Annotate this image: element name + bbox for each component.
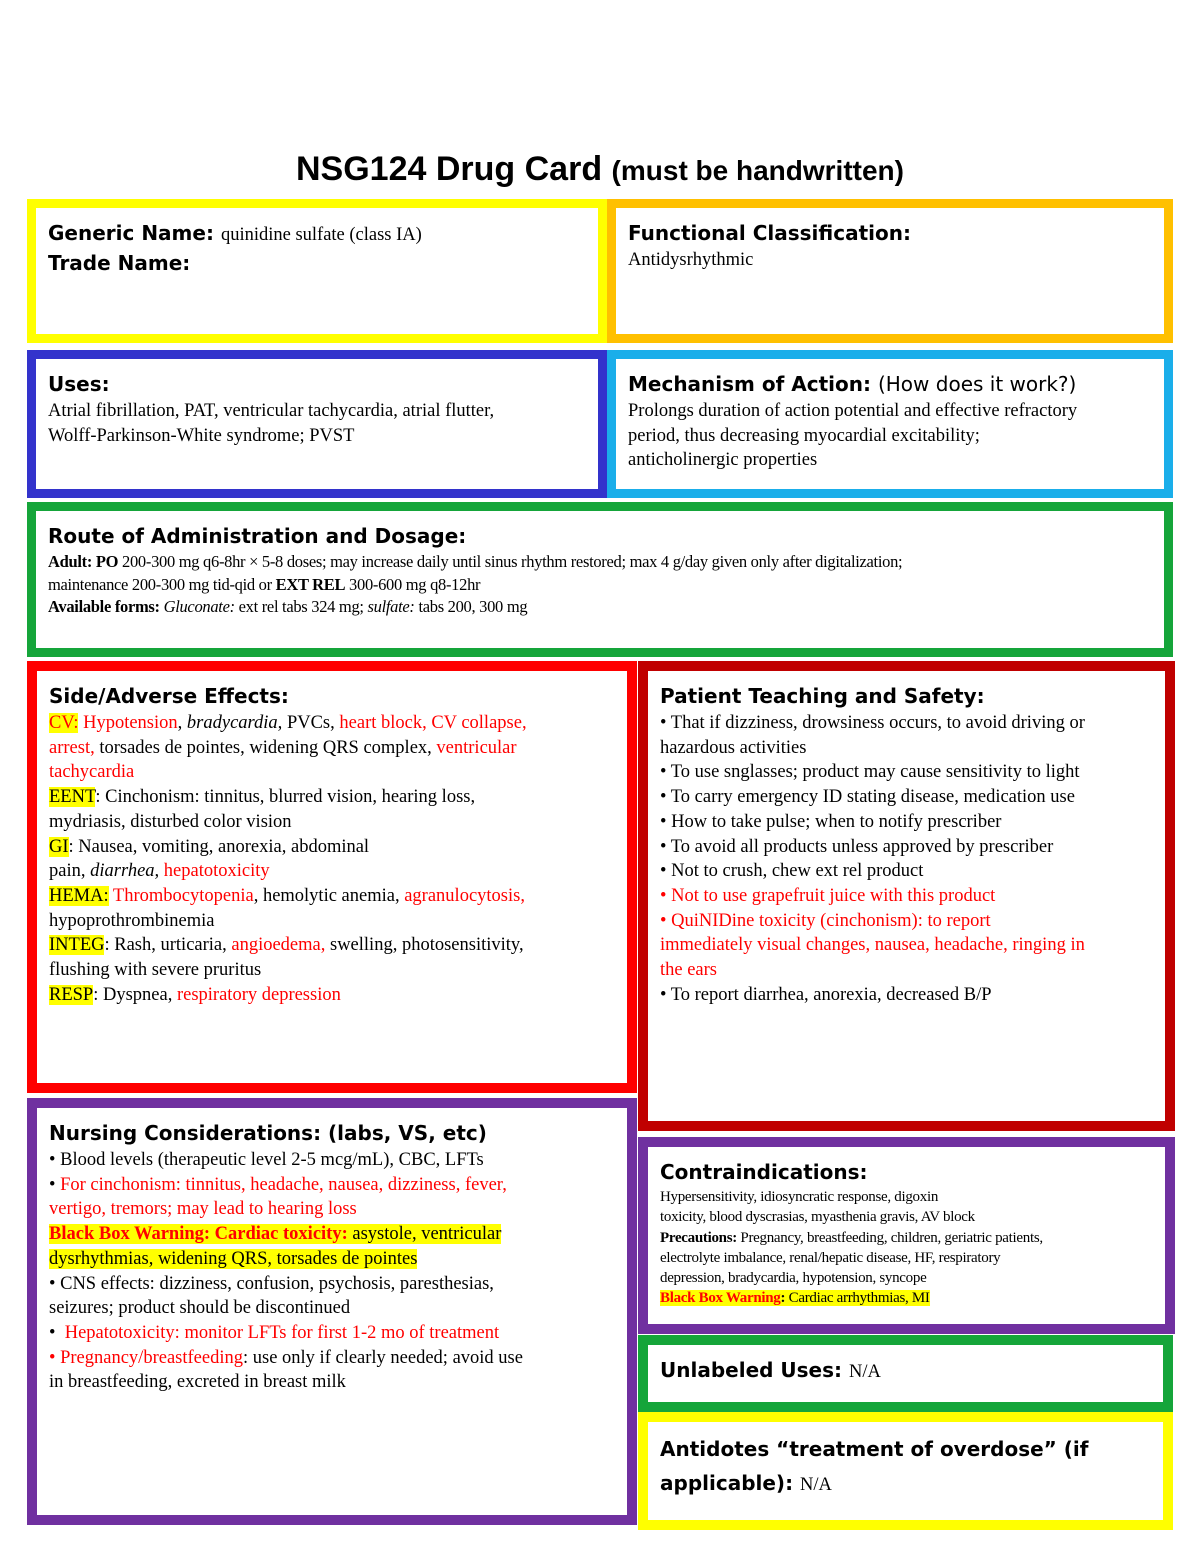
route-line-2 [48,574,1152,597]
antidotes-text [660,1432,1151,1500]
nursing-n2-line-1 [49,1173,615,1198]
teaching-b6: • Not to crush, chew ext rel product [660,861,924,882]
gi-line-1 [49,835,615,860]
hema-line-1 [49,884,615,909]
nursing-n4-line [49,1321,615,1346]
contraindications-label: Contraindications: [660,1160,868,1184]
teaching-b8c: the ears [660,960,718,981]
antidotes-line-2 [660,1466,1151,1500]
teaching-b9: • To report diarrhea, anorexia, decreased B/P [660,984,992,1005]
route-dosage-box [27,502,1173,657]
unlabeled-uses-row [660,1355,1151,1385]
mechanism-box [607,350,1173,498]
teaching-b7: • Not to use grapefruit juice with this product [660,885,996,906]
nursing-n5a: : use only if clearly needed; avoid use [242,1347,523,1368]
teaching-b2: • To use snglasses; product may cause sensitivity to light [660,762,1080,783]
gluconate-value: ext rel tabs 324 mg; [238,597,364,616]
patient-teaching-text [660,711,1153,1007]
mechanism-label-note: (How does it work?) [877,372,1077,396]
unlabeled-uses-value: N/A [849,1362,881,1382]
contra-c5: depression, bradycardia, hypotension, syncope [660,1270,927,1287]
route-line-3 [48,596,1152,619]
page-title [0,150,1200,189]
cv-heart-block: heart block, CV collapse, [339,713,527,733]
antidotes-label-2: applicable): [660,1471,794,1495]
contra-bbw-label: Black Box Warning [660,1290,781,1307]
antidotes-label-1: Antidotes “treatment of overdose” (if [660,1437,1089,1461]
patient-teaching-label: Patient Teaching and Safety: [660,684,985,708]
integ-text-1b: swelling, photosensitivity, [330,935,524,956]
uses-box [27,350,607,498]
gi-tag: GI [49,836,69,857]
contra-c3: Pregnancy, breastfeeding, children, geriatric patients, [740,1229,1043,1246]
cv-bradycardia: bradycardia, [186,713,283,733]
integ-line-2: flushing with severe pruritus [49,960,262,981]
title-sub: (must be handwritten) [611,155,904,186]
title-main: NSG124 Drug Card [296,150,603,188]
generic-name-box [27,199,607,343]
hema-tag: HEMA: [49,885,109,906]
antidotes-value: N/A [800,1475,832,1495]
unlabeled-uses-box [638,1335,1173,1412]
available-forms-label: Available forms: [48,597,160,616]
nursing-considerations-box [27,1098,637,1525]
teaching-b8a: • QuiNIDine toxicity (cinchonism): to report [660,910,991,931]
dose-ext-rel: 300-600 mg q8-12hr [349,574,481,594]
eent-tag: EENT [49,787,96,808]
side-effects-text [49,711,615,1007]
nursing-n3a: • CNS effects: dizziness, confusion, psychosis, paresthesias, [49,1273,494,1294]
dose-line-1: 200-300 mg q6-8hr × 5-8 doses; may increase daily until sinus rhythm restored; max 4 g/day given only after digitalization; [122,552,903,571]
unlabeled-uses-label: Unlabeled Uses: [660,1358,843,1382]
patient-teaching-box [638,661,1175,1131]
teaching-b4: • How to take pulse; when to notify prescriber [660,811,1002,832]
adult-label: Adult: [48,552,93,571]
nursing-n4-bullet: • [49,1322,56,1343]
cv-ventricular: ventricular [436,737,517,758]
uses-line-2: Wolff-Parkinson-White syndrome; PVST [48,425,355,446]
hema-line-2: hypoprothrombinemia [49,910,215,931]
teaching-b5: • To avoid all products unless approved by prescriber [660,836,1054,857]
generic-name-row [48,218,586,248]
nursing-bbw-label: Black Box Warning: Cardiac toxicity: [49,1224,348,1245]
resp-depression: respiratory depression [176,984,341,1005]
mechanism-line-1: Prolongs duration of action potential and effective refractory [628,401,1078,421]
cv-pvcs: PVCs, [286,713,335,733]
nursing-n4: Hepatotoxicity: monitor LFTs for first 1-2 mo of treatment [64,1322,500,1343]
teaching-b3: • To carry emergency ID stating disease, medication use [660,787,1075,808]
cv-line-1 [49,711,615,736]
functional-classification-label: Functional Classification: [628,221,911,245]
integ-tag: INTEG [49,935,105,956]
gi-text-1: : Nausea, vomiting, anorexia, abdominal [68,836,370,857]
contra-bbw-value: Cardiac arrhythmias, MI [788,1290,930,1307]
cv-line-3: tachycardia [49,762,135,783]
cv-comma: , [177,713,183,733]
contra-bbw-line [660,1288,1153,1308]
nursing-bbw-text-2: dysrhythmias, widening QRS, torsades de pointes [49,1248,418,1269]
contra-bbw-colon: : [780,1290,786,1307]
teaching-b8b: immediately visual changes, nausea, headache, ringing in [660,935,1085,956]
route-dosage-label: Route of Administration and Dosage: [48,524,467,548]
po-label: PO [95,552,119,571]
generic-name-label: Generic Name: [48,221,214,245]
contra-c1: Hypersensitivity, idiosyncratic response, digoxin [660,1189,939,1205]
side-effects-box [27,661,637,1093]
generic-name-value: quinidine sulfate (class IA) [220,225,422,245]
functional-classification-box [607,199,1173,343]
uses-text [48,399,586,448]
sulfate-label: sulfate: [367,597,415,616]
nursing-n2a: For cinchonism: tinnitus, headache, nausea, dizziness, fever, [60,1174,507,1195]
gi-line-2 [49,859,615,884]
eent-line-1 [49,785,615,810]
contra-precautions-line [660,1228,1153,1248]
sulfate-value: tabs 200, 300 mg [418,597,528,616]
resp-tag: RESP [49,984,94,1005]
precautions-label: Precautions: [660,1229,737,1246]
nursing-text [49,1148,615,1395]
mechanism-line-3: anticholinergic properties [628,450,818,471]
gluconate-label: Gluconate: [163,597,235,616]
trade-name-label: Trade Name: [48,251,191,275]
mechanism-text [628,399,1152,473]
resp-text-1: : Dyspnea, [93,984,173,1005]
nursing-bbw-line-1 [49,1222,615,1247]
cv-arrest: arrest, [49,737,95,758]
integ-line-1 [49,933,615,958]
functional-classification-value: Antidysrhythmic [628,250,754,270]
uses-label: Uses: [48,372,110,396]
nursing-n5-line-2: in breastfeeding, excreted in breast milk [49,1372,346,1393]
route-line-1 [48,551,1152,574]
teaching-b1b: hazardous activities [660,737,807,758]
cv-hypotension: Hypotension [83,713,178,733]
eent-text-1: : Cinchonism: tinnitus, blurred vision, hearing loss, [95,787,476,808]
integ-angioedema: angioedema, [231,935,326,956]
teaching-b1a: • That if dizziness, drowsiness occurs, to avoid driving or [660,713,1085,733]
mechanism-heading [628,369,1152,399]
ext-rel-label: EXT REL [275,574,346,594]
contra-c2: toxicity, blood dyscrasias, myasthenia gravis, AV block [660,1209,975,1226]
cv-tag: CV: [49,713,79,733]
cv-torsades: torsades de pointes, widening QRS complex, [99,737,432,758]
contraindications-box [638,1137,1175,1334]
nursing-bbw-line-2 [49,1247,615,1272]
uses-line-1: Atrial fibrillation, PAT, ventricular tachycardia, atrial flutter, [48,401,495,421]
nursing-label: Nursing Considerations: (labs, VS, etc) [49,1121,487,1145]
contra-c4: electrolyte imbalance, renal/hepatic disease, HF, respiratory [660,1249,1001,1266]
nursing-n5-red: • Pregnancy/breastfeeding [49,1347,243,1368]
contraindications-text [660,1187,1153,1309]
side-effects-label: Side/Adverse Effects: [49,684,289,708]
hema-hemolytic: , hemolytic anemia, [253,885,400,906]
dose-maintenance: maintenance 200-300 mg tid-qid or [48,574,272,594]
eent-line-2: mydriasis, disturbed color vision [49,811,292,832]
antidotes-box [638,1412,1173,1530]
gi-hepatotoxicity: hepatotoxicity [163,861,270,882]
nursing-n2-line-2: vertigo, tremors; may lead to hearing loss [49,1199,357,1220]
hema-agranulocytosis: agranulocytosis, [404,885,525,906]
gi-diarrhea: diarrhea, [90,861,160,882]
mechanism-label: Mechanism of Action: [628,372,871,396]
cv-line-2 [49,736,615,761]
hema-thrombocytopenia: Thrombocytopenia [112,885,254,906]
nursing-n5-line-1 [49,1346,615,1371]
nursing-n2-bullet: • [49,1174,56,1195]
mechanism-line-2: period, thus decreasing myocardial excitability; [628,425,980,446]
nursing-n3b: seizures; product should be discontinued [49,1298,351,1319]
route-dosage-text [48,551,1152,619]
resp-line [49,983,615,1008]
nursing-n1: • Blood levels (therapeutic level 2-5 mcg/mL), CBC, LFTs [49,1150,484,1170]
nursing-bbw-text-1: asystole, ventricular [352,1224,502,1245]
gi-pain: pain, [49,861,86,882]
integ-text-1: : Rash, urticaria, [104,935,227,956]
